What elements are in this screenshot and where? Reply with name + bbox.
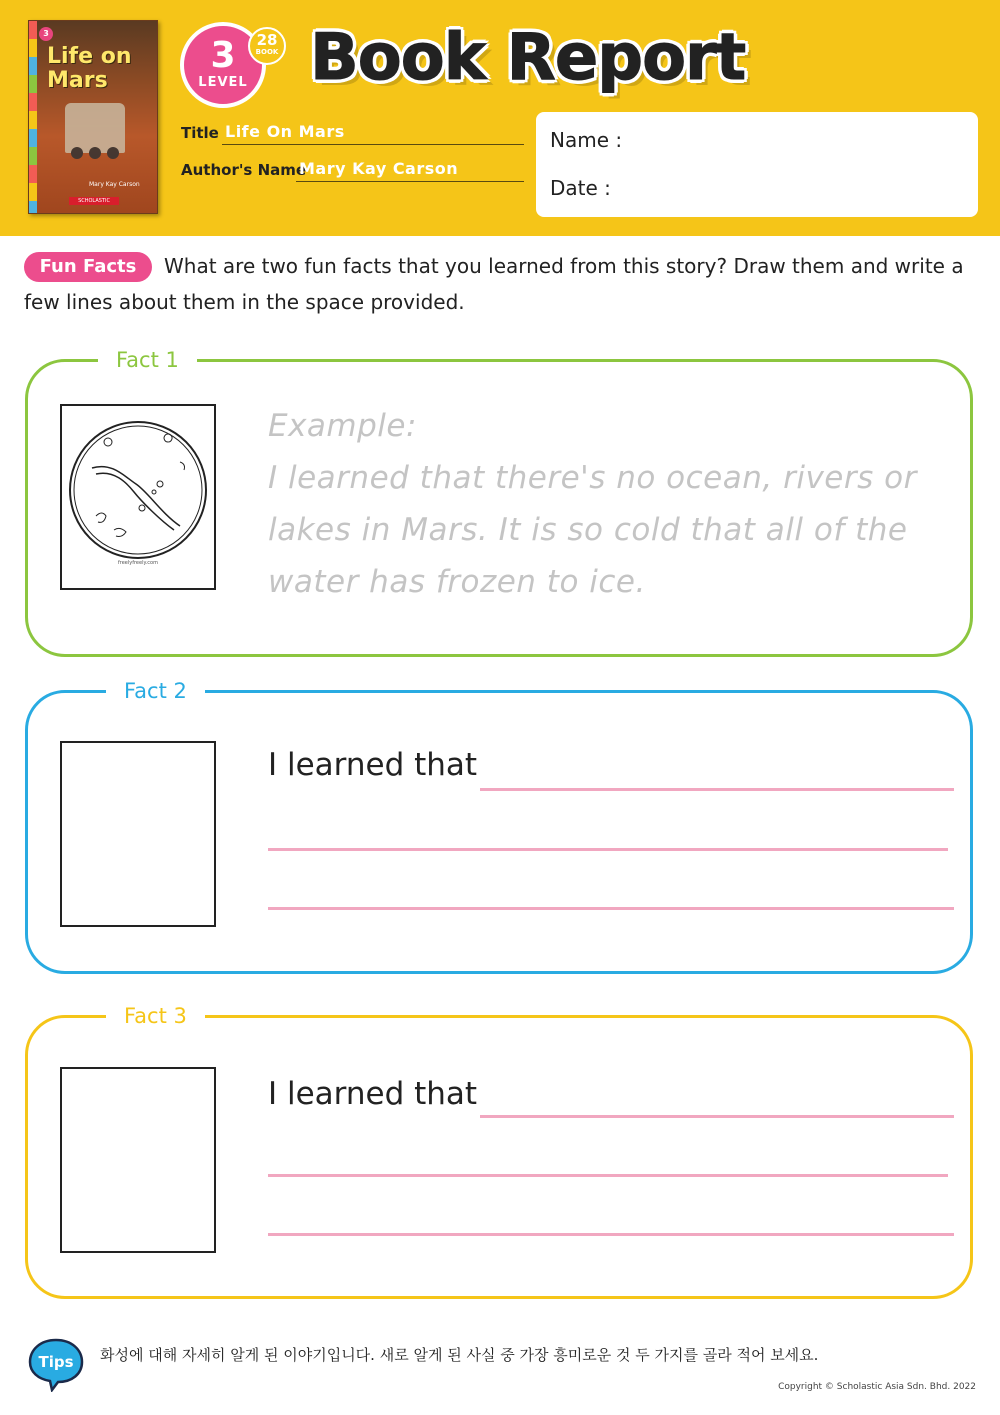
level-label: LEVEL — [198, 75, 248, 90]
cover-author: Mary Kay Carson — [89, 181, 140, 188]
fact-3-write-line-1[interactable] — [480, 1115, 954, 1118]
name-date-box[interactable] — [536, 112, 978, 217]
book-number: 28 — [256, 31, 278, 49]
book-label: BOOK — [255, 48, 279, 56]
cover-publisher: SCHOLASTIC — [69, 197, 119, 205]
author-underline — [296, 181, 524, 182]
book-cover — [28, 20, 158, 214]
page-title: Book Report — [310, 21, 746, 95]
fun-facts-prompt: What are two fun facts that you learned from this story? Draw them and write a few lines about them in the space provided. — [24, 254, 964, 314]
fact-2-drawing-area[interactable] — [60, 741, 216, 927]
fact-3-prompt: I learned that — [268, 1076, 478, 1112]
book-badge — [248, 27, 286, 65]
fun-facts-pill: Fun Facts — [24, 252, 152, 282]
fact-2-prompt: I learned that — [268, 747, 478, 783]
fact-1-label: Fact 1 — [98, 346, 197, 374]
title-label: Title — [181, 124, 219, 142]
example-text — [268, 400, 968, 608]
copyright: Copyright © Scholastic Asia Sdn. Bhd. 2022 — [778, 1382, 976, 1392]
tips-badge — [28, 1336, 84, 1386]
cover-level-badge: 3 — [39, 27, 53, 41]
fact-2-write-line-3[interactable] — [268, 907, 954, 910]
fact-3-write-line-3[interactable] — [268, 1233, 954, 1236]
speech-bubble-icon — [28, 1336, 84, 1392]
fact-3-label: Fact 3 — [106, 1002, 205, 1030]
fact-2-label: Fact 2 — [106, 677, 205, 705]
fact-3-write-line-2[interactable] — [268, 1174, 948, 1177]
fact-1-box — [25, 348, 973, 657]
date-label: Date : — [550, 176, 611, 200]
rover-image — [65, 103, 125, 153]
fact-3-box — [25, 1004, 973, 1299]
cover-title: Life on Mars — [47, 44, 132, 93]
name-label: Name : — [550, 128, 623, 152]
image-caption: freelyfreely.com — [118, 560, 158, 566]
tips-label: Tips — [38, 1353, 74, 1371]
tips-text: 화성에 대해 자세히 알게 된 이야기입니다. 새로 알게 된 사실 중 가장 흥미로운 것 두 가지를 골라 적어 보세요. — [100, 1346, 819, 1364]
example-body: I learned that there's no ocean, rivers or lakes in Mars. It is so cold that all of the water has frozen to ice. — [268, 460, 917, 600]
title-value: Life On Mars — [225, 122, 345, 141]
fact-2-write-line-1[interactable] — [480, 788, 954, 791]
example-heading: Example: — [268, 408, 417, 444]
author-value: Mary Kay Carson — [299, 159, 459, 178]
fact-2-box — [25, 679, 973, 974]
cover-color-strip — [29, 21, 37, 213]
mars-drawing — [60, 404, 216, 590]
fact-2-write-line-2[interactable] — [268, 848, 948, 851]
title-underline — [222, 144, 524, 145]
fact-3-drawing-area[interactable] — [60, 1067, 216, 1253]
level-number: 3 — [210, 35, 236, 76]
header-banner — [0, 0, 1000, 236]
author-label: Author's Name — [181, 161, 307, 179]
